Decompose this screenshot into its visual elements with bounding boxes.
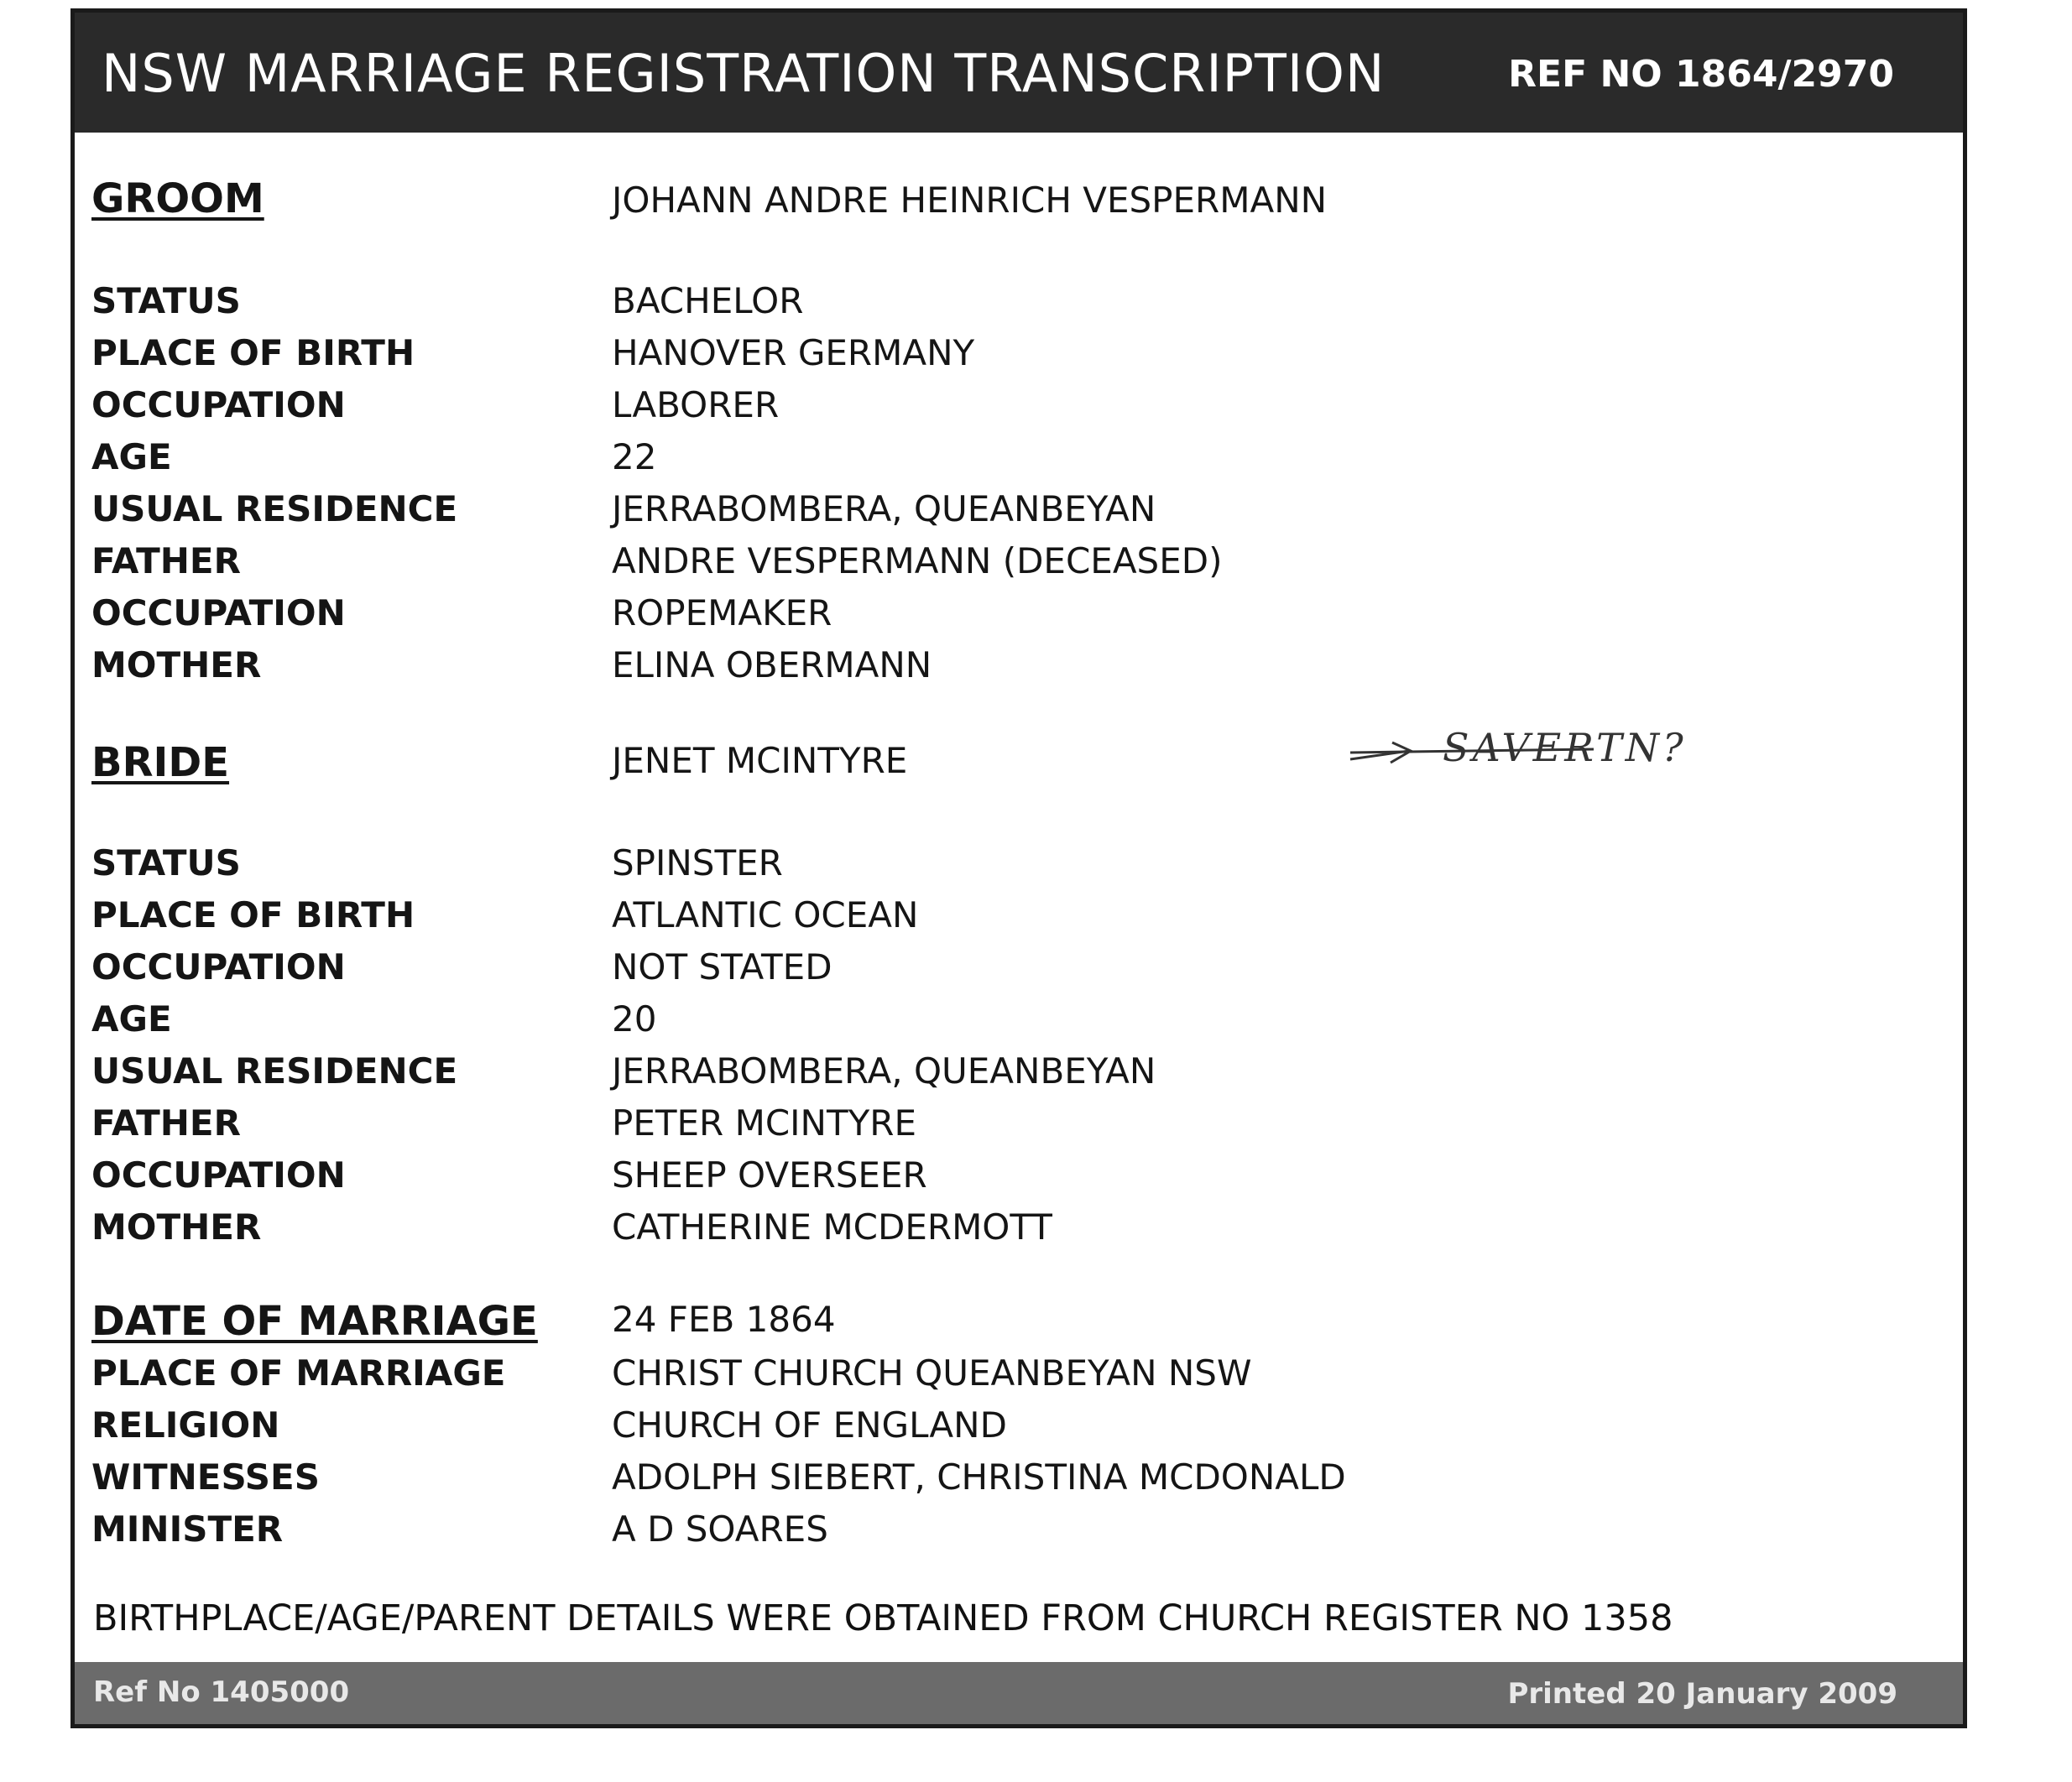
page-title: NSW MARRIAGE REGISTRATION TRANSCRIPTION bbox=[102, 43, 1386, 104]
footer-ref-number: Ref No 1405000 bbox=[93, 1675, 350, 1709]
groom-name: JOHANN ANDRE HEINRICH VESPERMANN bbox=[612, 180, 1328, 221]
groom-occupation-value: LABORER bbox=[612, 384, 780, 425]
bride-residence-label: USUAL RESIDENCE bbox=[91, 1050, 458, 1092]
groom-heading: GROOM bbox=[91, 175, 264, 222]
bride-birthplace-value: ATLANTIC OCEAN bbox=[612, 894, 919, 935]
groom-father-value: ANDRE VESPERMANN (DECEASED) bbox=[612, 540, 1223, 581]
bride-father-occupation-value: SHEEP OVERSEER bbox=[612, 1154, 927, 1196]
groom-age-value: 22 bbox=[612, 436, 657, 477]
witnesses-label: WITNESSES bbox=[91, 1456, 320, 1498]
bride-father-occupation-label: OCCUPATION bbox=[91, 1154, 346, 1196]
minister-value: A D SOARES bbox=[612, 1508, 828, 1550]
groom-occupation-label: OCCUPATION bbox=[91, 384, 346, 425]
bride-father-value: PETER MCINTYRE bbox=[612, 1102, 916, 1144]
groom-father-occupation-value: ROPEMAKER bbox=[612, 592, 832, 633]
groom-birthplace-value: HANOVER GERMANY bbox=[612, 332, 975, 373]
footer-bar bbox=[75, 1662, 1963, 1724]
bride-birthplace-label: PLACE OF BIRTH bbox=[91, 894, 415, 935]
groom-mother-label: MOTHER bbox=[91, 644, 262, 685]
bride-occupation-value: NOT STATED bbox=[612, 946, 832, 987]
bride-age-label: AGE bbox=[91, 998, 172, 1040]
bride-mother-label: MOTHER bbox=[91, 1206, 262, 1248]
bride-name: JENET MCINTYRE bbox=[612, 740, 908, 781]
bride-mother-value: CATHERINE MCDERMOTT bbox=[612, 1206, 1052, 1248]
handwritten-annotation-text: SAVERTN? bbox=[1443, 725, 1687, 770]
bride-status-value: SPINSTER bbox=[612, 842, 783, 883]
groom-father-label: FATHER bbox=[91, 540, 241, 581]
religion-value: CHURCH OF ENGLAND bbox=[612, 1404, 1007, 1446]
header-ref-number: REF NO 1864/2970 bbox=[1508, 53, 1894, 96]
groom-residence-label: USUAL RESIDENCE bbox=[91, 488, 458, 529]
bride-occupation-label: OCCUPATION bbox=[91, 946, 346, 987]
groom-birthplace-label: PLACE OF BIRTH bbox=[91, 332, 415, 373]
bride-status-label: STATUS bbox=[91, 842, 241, 883]
marriage-date-value: 24 FEB 1864 bbox=[612, 1299, 836, 1340]
marriage-date-heading: DATE OF MARRIAGE bbox=[91, 1298, 538, 1345]
groom-residence-value: JERRABOMBERA, QUEANBEYAN bbox=[612, 488, 1156, 529]
bride-residence-value: JERRABOMBERA, QUEANBEYAN bbox=[612, 1050, 1156, 1092]
bride-heading: BRIDE bbox=[91, 739, 230, 786]
groom-father-occupation-label: OCCUPATION bbox=[91, 592, 346, 633]
registration-card bbox=[70, 8, 1967, 1728]
marriage-place-value: CHRIST CHURCH QUEANBEYAN NSW bbox=[612, 1352, 1252, 1394]
religion-label: RELIGION bbox=[91, 1404, 280, 1446]
bride-father-label: FATHER bbox=[91, 1102, 241, 1144]
groom-age-label: AGE bbox=[91, 436, 172, 477]
marriage-place-label: PLACE OF MARRIAGE bbox=[91, 1352, 506, 1394]
handwritten-annotation bbox=[1342, 701, 1703, 793]
witnesses-value: ADOLPH SIEBERT, CHRISTINA MCDONALD bbox=[612, 1456, 1346, 1498]
minister-label: MINISTER bbox=[91, 1508, 284, 1550]
header-bar bbox=[75, 13, 1963, 133]
footer-printed-date: Printed 20 January 2009 bbox=[1507, 1677, 1897, 1711]
groom-mother-value: ELINA OBERMANN bbox=[612, 644, 932, 685]
groom-status-label: STATUS bbox=[91, 280, 241, 321]
bride-age-value: 20 bbox=[612, 998, 657, 1040]
groom-status-value: BACHELOR bbox=[612, 280, 804, 321]
source-note: BIRTHPLACE/AGE/PARENT DETAILS WERE OBTAINED FROM CHURCH REGISTER NO 1358 bbox=[93, 1597, 1673, 1639]
